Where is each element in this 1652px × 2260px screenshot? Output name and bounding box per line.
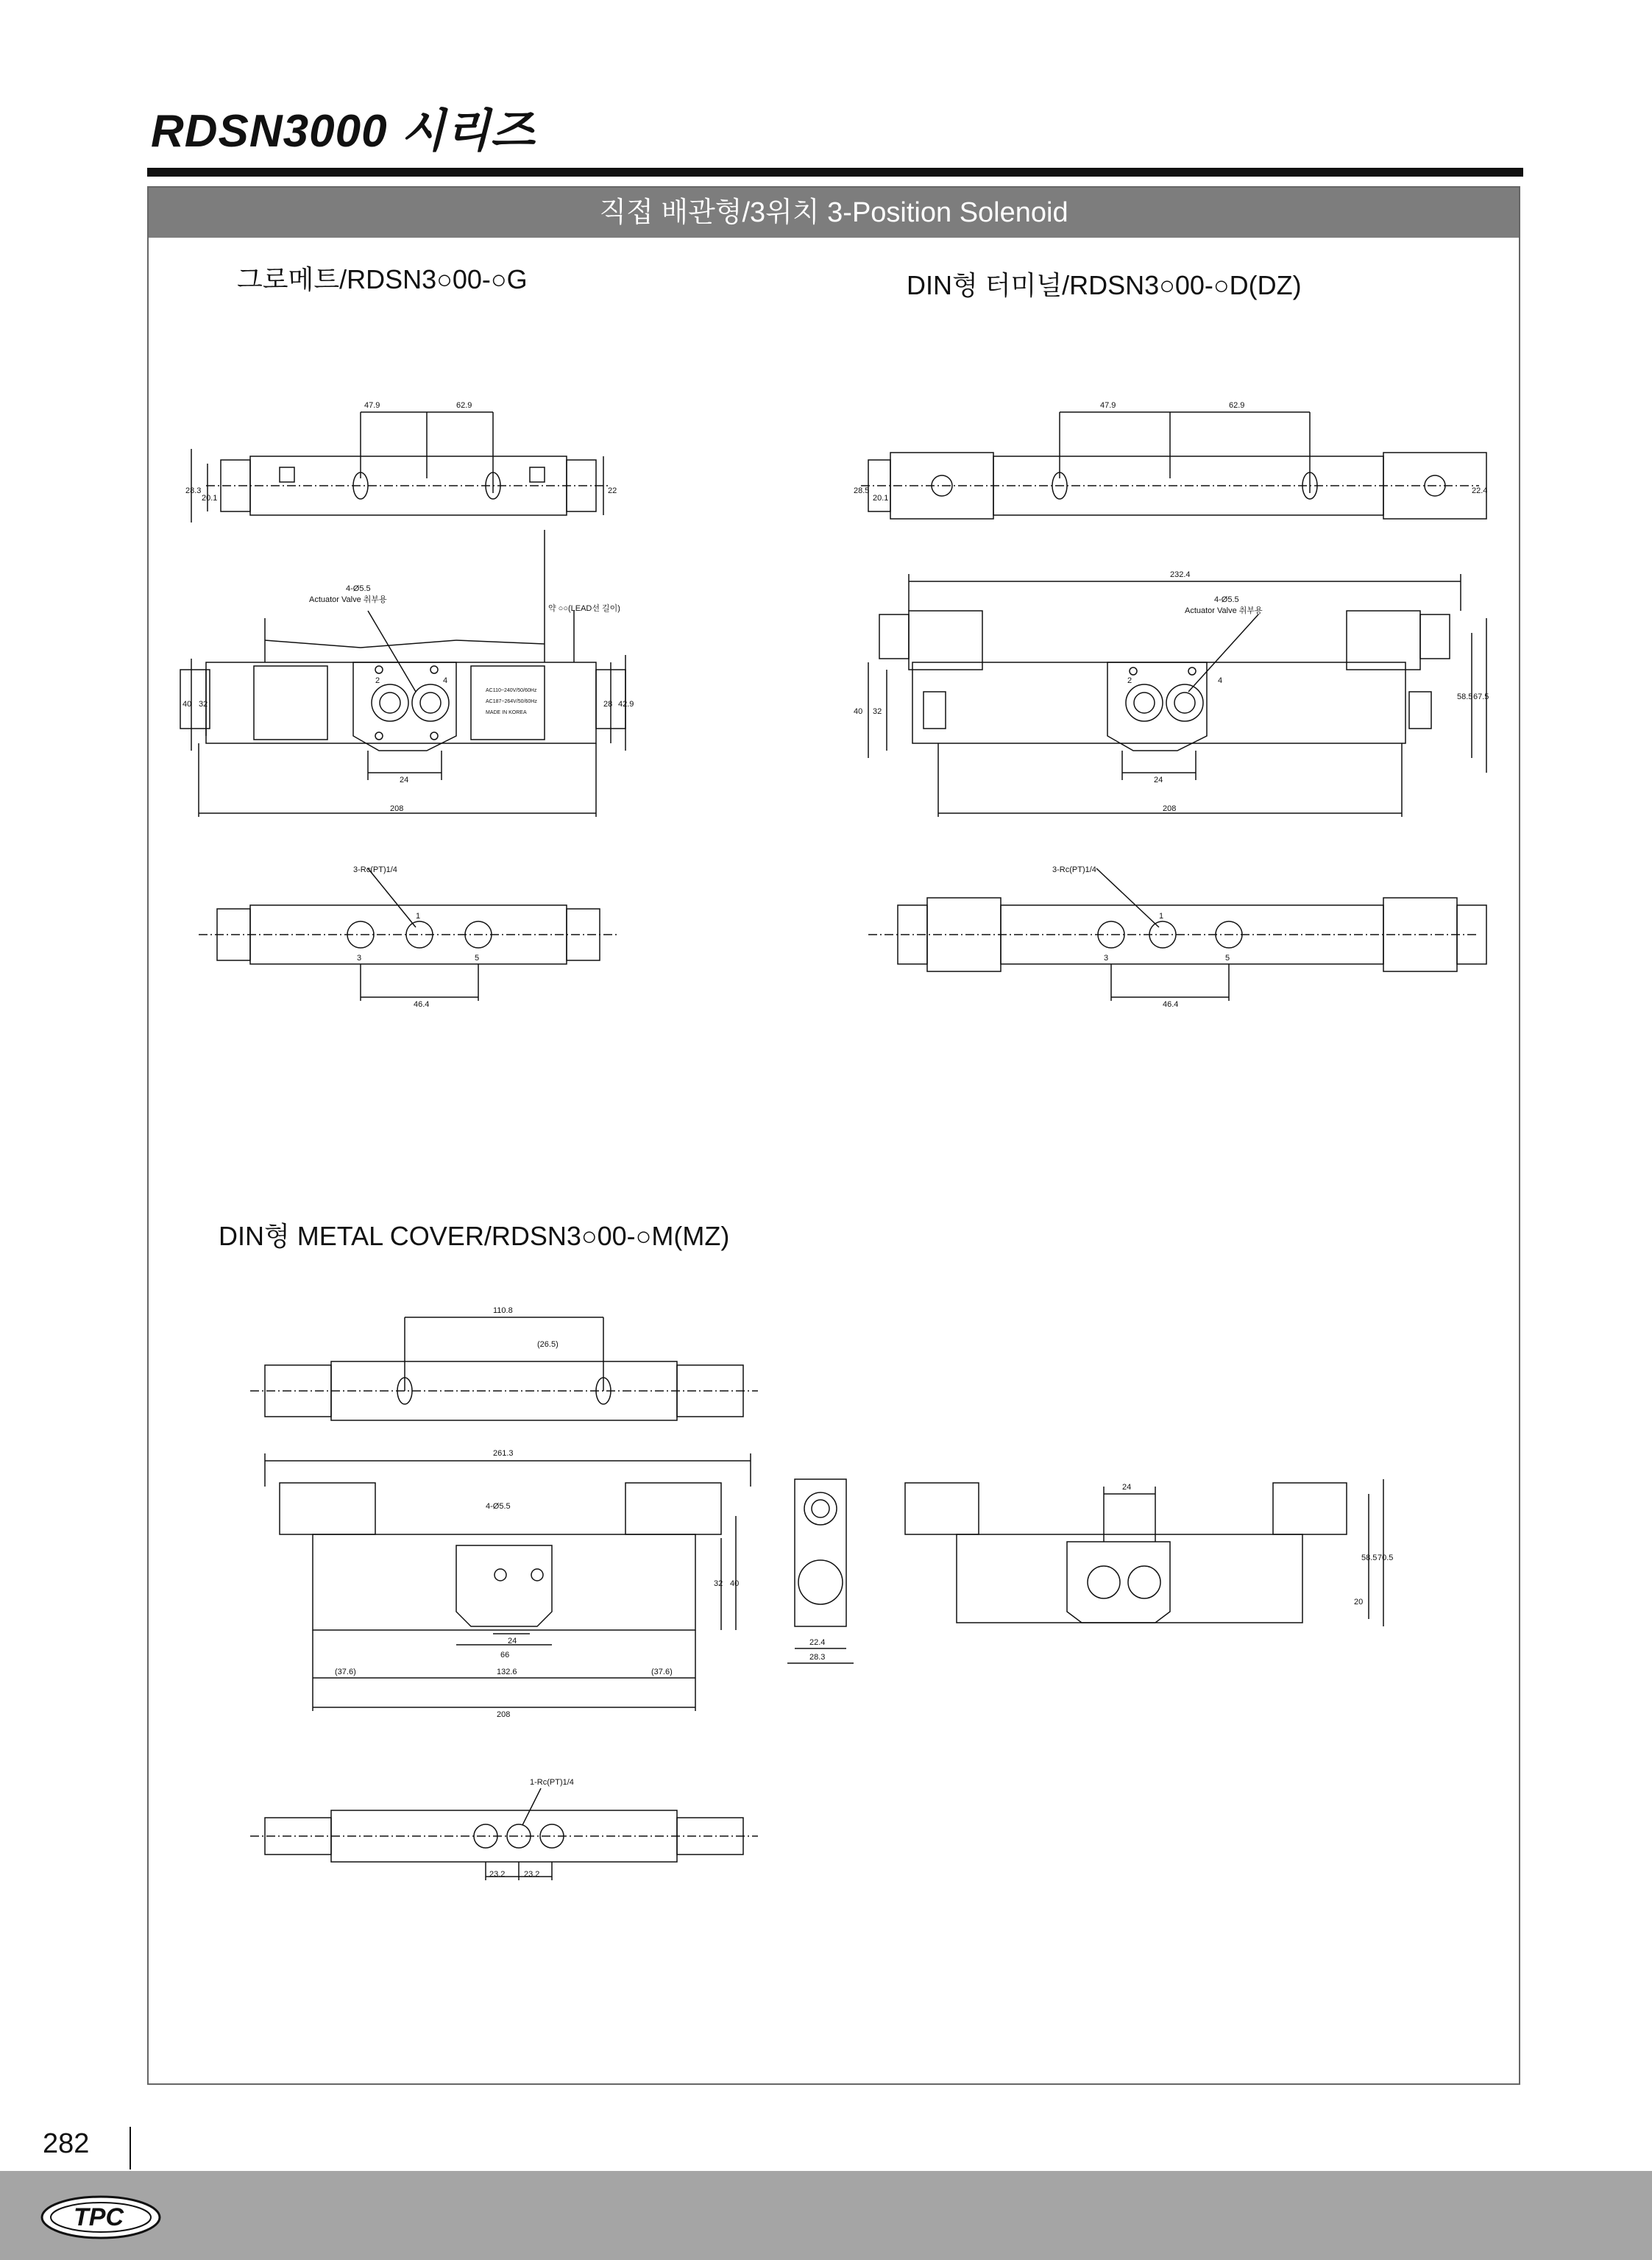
metal-right-3: 70.5 (1378, 1554, 1394, 1562)
din-port-5: 5 (1225, 954, 1230, 963)
metal-heading: DIN형 METAL COVER/RDSN3○00-○M(MZ) (219, 1221, 730, 1251)
metal-right-2: 58.5 (1361, 1554, 1378, 1562)
metal-right-1: 24 (1122, 1483, 1132, 1492)
tpc-logo (38, 2192, 171, 2243)
grommet-dim-bottom-1: 24 (400, 776, 409, 784)
grommet-lead-label: 약 ○○(LEAD선 길이) (548, 604, 620, 613)
metal-callout: 4-Ø5.5 (486, 1502, 511, 1511)
grommet-port-5: 5 (475, 954, 480, 963)
din-heading: DIN형 터미널/RDSN3○00-○D(DZ) (907, 270, 1302, 300)
metal-dim-bottom-2: 66 (500, 1651, 510, 1659)
din-dim-bottom-2: 208 (1163, 804, 1177, 813)
din-port-2: 2 (1127, 676, 1132, 685)
metal-dim-top-1: 110.8 (493, 1306, 513, 1315)
din-dim-bottom-1: 24 (1154, 776, 1163, 784)
metal-pitch-1: 23.2 (489, 1870, 506, 1879)
grommet-side-1: 40 (182, 700, 192, 709)
din-dim-top-2: 62.9 (1229, 401, 1245, 410)
metal-right-4: 20 (1354, 1598, 1364, 1607)
metal-dim-bottom-3: (37.6) (335, 1668, 356, 1676)
metal-side-1: 32 (714, 1579, 723, 1588)
page-title: RDSN3000 시리즈 (151, 106, 536, 157)
grommet-callout-2: Actuator Valve 취부용 (309, 595, 387, 604)
grommet-plate-1: AC110~240V/50/60Hz (486, 688, 537, 693)
logo-text: TPC (74, 2203, 124, 2231)
grommet-plate-3: MADE IN KOREA (486, 710, 527, 715)
din-port-3: 3 (1104, 954, 1109, 963)
din-dim-top-1: 47.9 (1100, 401, 1116, 410)
page-number: 282 (43, 2128, 90, 2159)
grommet-pitch: 46.4 (414, 1000, 430, 1009)
grommet-plate-2: AC187~264V/50/60Hz (486, 699, 537, 704)
metal-dim-top-2: (26.5) (537, 1340, 559, 1349)
din-dim-right: 22.4 (1472, 486, 1488, 495)
metal-end-1: 22.4 (809, 1638, 826, 1647)
grommet-dim-left-2: 20.1 (202, 494, 218, 503)
grommet-callout-1: 4-Ø5.5 (346, 584, 371, 593)
metal-dim-bottom-1: 24 (508, 1637, 517, 1646)
footer-band (0, 2171, 1652, 2260)
din-pitch: 46.4 (1163, 1000, 1179, 1009)
grommet-side-3: 28 (603, 700, 613, 709)
din-dim-left-1: 28.5 (854, 486, 870, 495)
din-dim-left-2: 20.1 (873, 494, 889, 503)
section-band: 직접 배관형/3위치 3-Position Solenoid (149, 188, 1519, 238)
din-side-1: 40 (854, 707, 863, 716)
metal-dim-bottom-4: 132.6 (497, 1668, 517, 1676)
title-rule (147, 168, 1523, 177)
grommet-side-2: 32 (199, 700, 208, 709)
din-port-4: 4 (1218, 676, 1223, 685)
din-side-2: 32 (873, 707, 882, 716)
metal-dim-overall: 261.3 (493, 1449, 514, 1458)
metal-dim-bottom-5: (37.6) (651, 1668, 673, 1676)
din-side-4: 67.5 (1473, 692, 1489, 701)
grommet-dim-top-1: 47.9 (364, 401, 380, 410)
din-callout-1: 4-Ø5.5 (1214, 595, 1239, 604)
din-side-3: 58.5 (1457, 692, 1473, 701)
metal-side-2: 40 (730, 1579, 740, 1588)
metal-port-note: 1-Rc(PT)1/4 (530, 1778, 574, 1787)
din-callout-2: Actuator Valve 취부용 (1185, 606, 1263, 615)
din-port-note: 3-Rc(PT)1/4 (1052, 865, 1096, 874)
din-dim-overall: 232.4 (1170, 570, 1191, 579)
metal-dim-bottom-6: 208 (497, 1710, 511, 1719)
grommet-dim-left-1: 28.3 (185, 486, 202, 495)
din-port-1: 1 (1159, 912, 1164, 921)
grommet-port-2: 2 (375, 676, 380, 685)
grommet-port-4: 4 (443, 676, 448, 685)
grommet-dim-top-2: 62.9 (456, 401, 472, 410)
din-drawing (846, 390, 1494, 1023)
page-divider (130, 2127, 131, 2169)
grommet-drawing (177, 390, 817, 1023)
grommet-port-3: 3 (357, 954, 362, 963)
grommet-dim-bottom-2: 208 (390, 804, 404, 813)
metal-end-2: 28.3 (809, 1653, 826, 1662)
grommet-port-1: 1 (416, 912, 421, 921)
grommet-heading: 그로메트/RDSN3○00-○G (237, 264, 528, 294)
metal-pitch-2: 23.2 (524, 1870, 540, 1879)
grommet-side-4: 42.9 (618, 700, 634, 709)
metal-drawing (250, 1295, 1472, 1884)
grommet-dim-right: 22 (608, 486, 617, 495)
grommet-port-note: 3-Rc(PT)1/4 (353, 865, 397, 874)
